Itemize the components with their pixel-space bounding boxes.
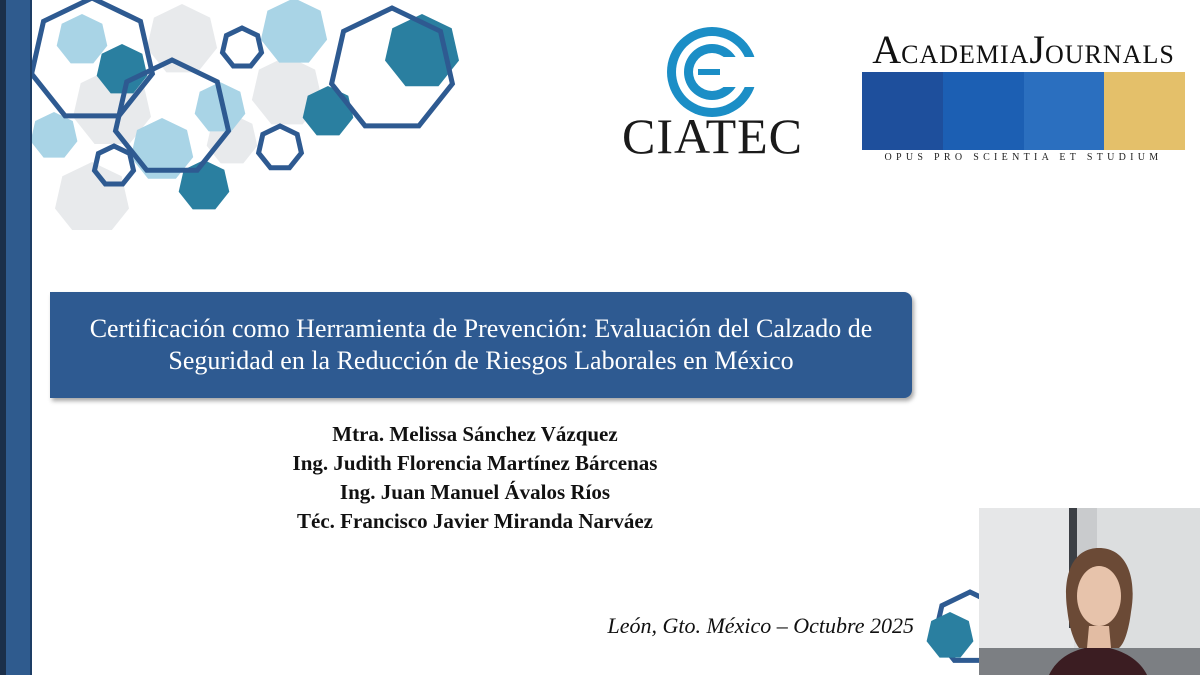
author-name: Ing. Juan Manuel Ávalos Ríos — [339, 480, 611, 504]
heptagon-shape — [223, 28, 262, 66]
author-name: Téc. Francisco Javier Miranda Narváez — [297, 509, 653, 533]
left-edge-shadow — [0, 0, 6, 675]
title-banner — [50, 292, 912, 398]
heptagon-shape — [179, 160, 230, 209]
author-list — [200, 420, 750, 536]
presenter-webcam — [979, 508, 1200, 675]
heptagon-shape — [32, 112, 77, 158]
presenter-video-icon — [979, 508, 1200, 675]
heptagon-shape — [261, 0, 327, 63]
decorative-hexagons — [32, 0, 472, 230]
academia-journals-logo — [862, 28, 1185, 173]
bar-mid-blue — [943, 72, 1024, 150]
location-date: León, Gto. México – Octubre 2025 — [607, 613, 914, 638]
academia-journals-title: ACADEMIAJOURNALS — [872, 27, 1175, 72]
bar-dark-blue — [862, 72, 943, 150]
bar-light-blue — [1024, 72, 1105, 150]
bar-gold — [1104, 72, 1185, 150]
heptagon-shape — [927, 612, 974, 658]
academia-journals-motto: OPUS PRO SCIENTIA ET STUDIUM — [884, 152, 1163, 163]
heptagon-shape — [259, 126, 302, 168]
author-name: Ing. Judith Florencia Martínez Bárcenas — [292, 451, 658, 475]
author-name: Mtra. Melissa Sánchez Vázquez — [332, 422, 618, 446]
ciatec-wordmark: CIATEC — [622, 108, 803, 164]
presentation-title: Certificación como Herramienta de Prevención: Evaluación del Calzado de Seguridad en la Reducción de Riesgos Laborales en México — [89, 314, 873, 375]
heptagon-shape — [55, 162, 129, 230]
heptagon-shape — [57, 14, 108, 63]
academia-journals-color-bars — [862, 72, 1185, 150]
